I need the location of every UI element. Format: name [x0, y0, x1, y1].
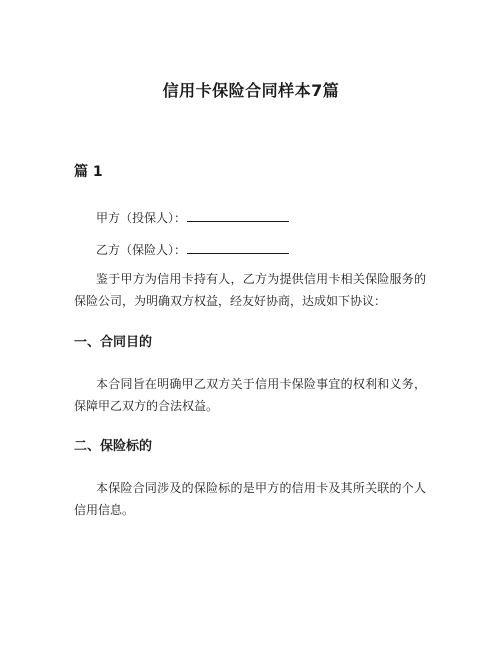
section-label: 篇 1: [74, 164, 103, 180]
heading-contract-purpose: 一、合同目的: [74, 335, 153, 350]
document-title: 信用卡保险合同样本7篇: [162, 81, 340, 100]
party-b-label: 乙方（保险人）：: [96, 243, 187, 257]
party-a-label: 甲方（投保人）：: [96, 211, 187, 225]
paragraph-contract-purpose: 本合同旨在明确甲乙双方关于信用卡保险事宜的权利和义务，保障甲乙双方的合法权益。: [74, 377, 426, 413]
party-b-line: [96, 241, 289, 258]
intro-paragraph: 鉴于甲方为信用卡持有人，乙方为提供信用卡相关保险服务的保险公司，为明确双方权益，经友好协商，达成如下协议：: [74, 272, 426, 308]
party-a-line: [96, 209, 289, 226]
heading-insured-subject: 二、保险标的: [74, 439, 153, 454]
party-b-blank: [187, 242, 289, 254]
paragraph-insured-subject: 本保险合同涉及的保险标的是甲方的信用卡及其所关联的个人信用信息。: [74, 481, 426, 517]
party-a-blank: [187, 210, 289, 222]
